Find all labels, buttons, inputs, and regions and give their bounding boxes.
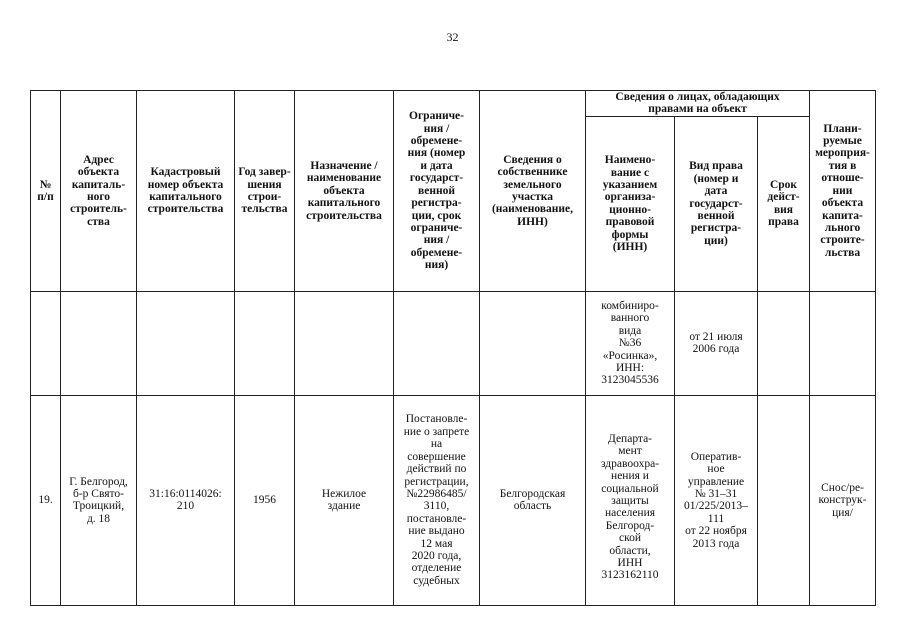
header-restrictions: Ограниче- ния / обремене- ния (номер и дата государст- венной регистра- ции, срок ограниче- ния / обремене- ния): [394, 91, 480, 292]
header-holder-name: Наимено- вание с указанием организа- ционно- правовой формы (ИНН): [586, 116, 675, 291]
cell-restrictions: [394, 291, 480, 395]
header-right-term: Срок дейст- вия права: [758, 116, 810, 291]
header-address: Адрес объекта капиталь- ного строитель- ства: [61, 91, 137, 292]
cell-restrictions: Постановле- ние о запрете на совершение действий по регистрации, №22986485/ 3110, постановле- ние выдано 12 мая 2020 года, отделение судебных: [394, 395, 480, 605]
cell-land-owner: Белгородская область: [480, 395, 586, 605]
table-row: [31, 395, 876, 605]
cell-right-type: от 21 июля 2006 года: [675, 291, 758, 395]
cell-right-term: [758, 291, 810, 395]
cell-planned: Снос/ре- конструк- ция/: [810, 395, 876, 605]
header-rights-group: Сведения о лицах, обладающих правами на объект: [586, 91, 810, 117]
page-number: 32: [446, 30, 459, 44]
cell-planned: [810, 291, 876, 395]
cell-address: [61, 291, 137, 395]
cell-holder-name: комбиниро- ванного вида №36 «Росинка», ИНН: 3123045536: [586, 291, 675, 395]
cell-right-type: Оператив- ное управление № 31–31 01/225/2013– 111 от 22 ноября 2013 года: [675, 395, 758, 605]
header-right-type: Вид права (номер и дата государст- венной регистра- ции): [675, 116, 758, 291]
header-purpose: Назначение / наименование объекта капитального строительства: [295, 91, 394, 292]
header-planned: Плани- руемые мероприя- тия в отноше- нии объекта капита- льного строите- льства: [810, 91, 876, 292]
cell-num: [31, 291, 61, 395]
cell-purpose: Нежилое здание: [295, 395, 394, 605]
header-year: Год завер- шения строи- тельства: [235, 91, 295, 292]
cell-holder-name: Департа- мент здравоохра- нения и социальной защиты населения Белгород- ской области, ИНН 3123162110: [586, 395, 675, 605]
cell-land-owner: [480, 291, 586, 395]
cell-address: Г. Белгород, б-р Свято- Троицкий, д. 18: [61, 395, 137, 605]
cell-cadastral: 31:16:0114026: 210: [137, 395, 235, 605]
header-land-owner: Сведения о собственнике земельного участка (наименование, ИНН): [480, 91, 586, 292]
cell-num: 19.: [31, 395, 61, 605]
cell-year: [235, 291, 295, 395]
header-cadastral: Кадастровый номер объекта капитального строительства: [137, 91, 235, 292]
cell-purpose: [295, 291, 394, 395]
cell-year: 1956: [235, 395, 295, 605]
cell-right-term: [758, 395, 810, 605]
cell-cadastral: [137, 291, 235, 395]
register-table: [30, 90, 876, 606]
table-row: [31, 291, 876, 395]
header-num: № п/п: [31, 91, 61, 292]
